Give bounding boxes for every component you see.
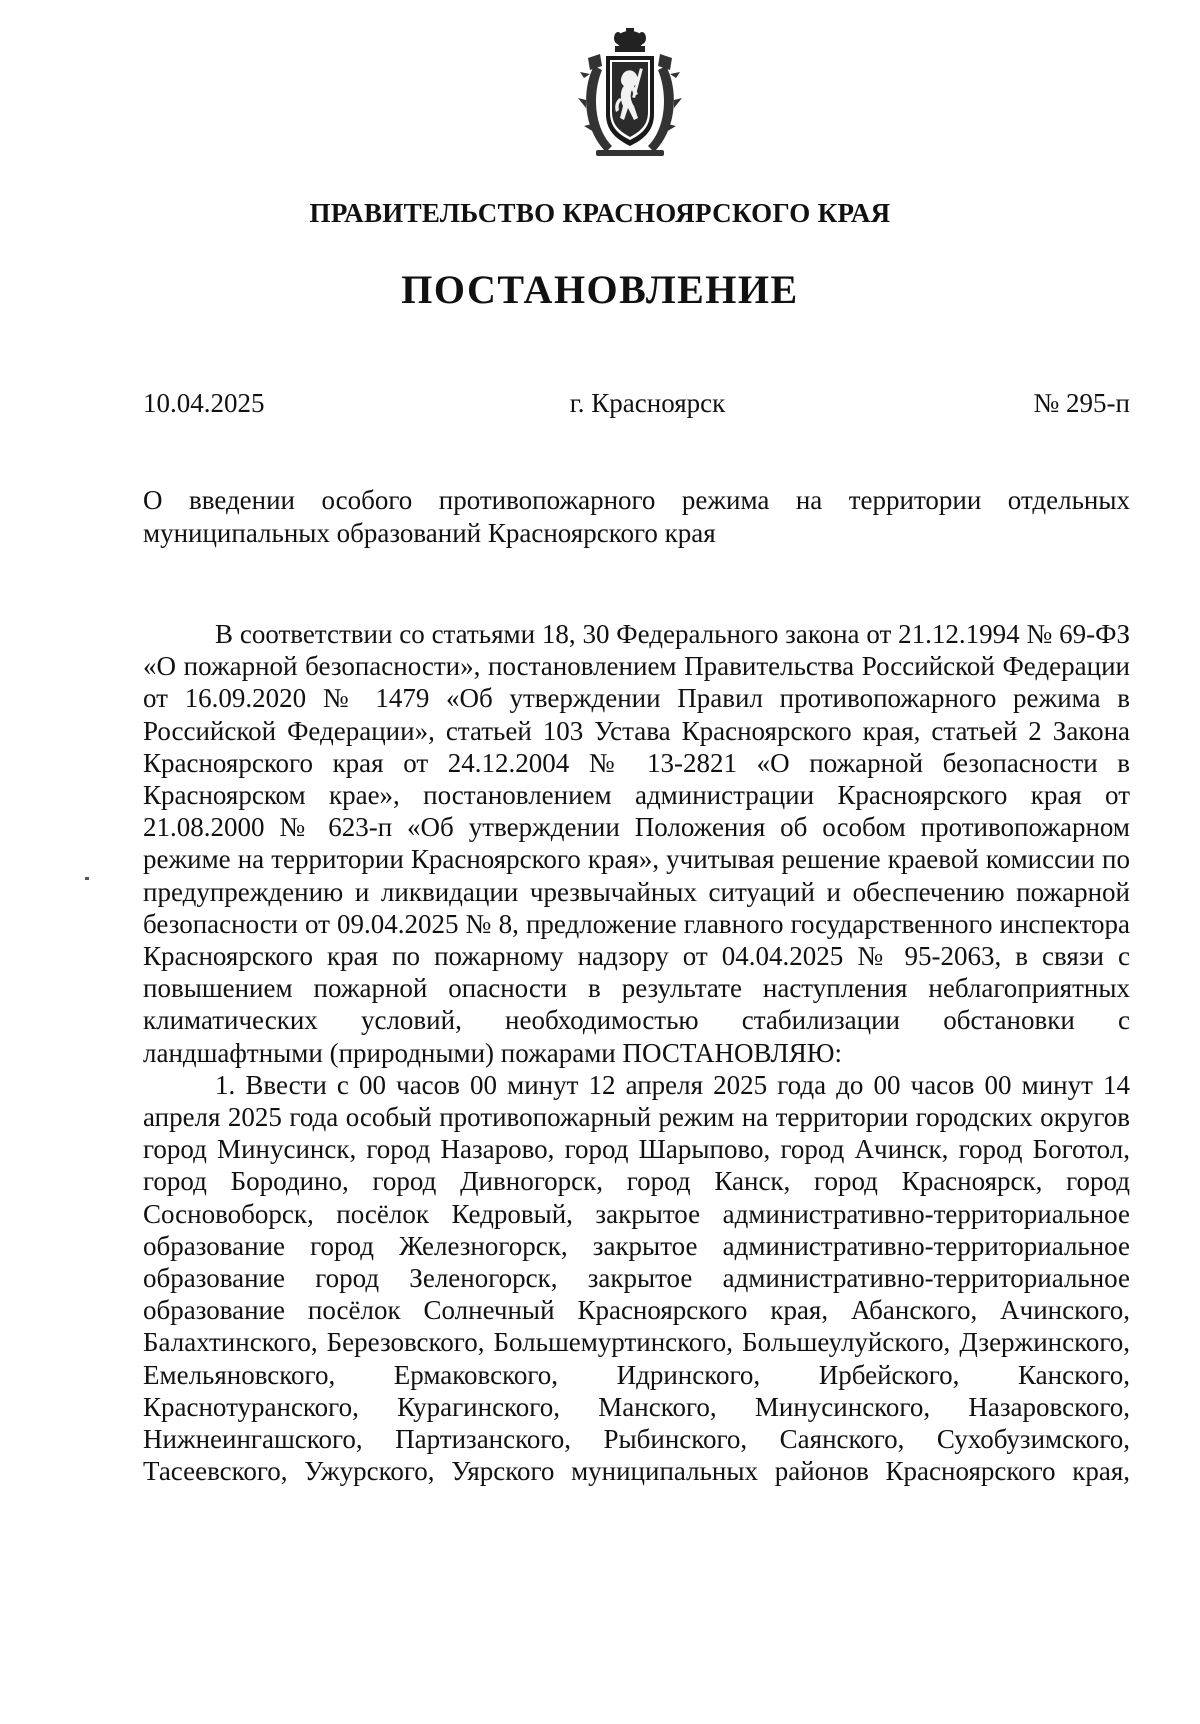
organization-title: ПРАВИТЕЛЬСТВО КРАСНОЯРСКОГО КРАЯ: [309, 198, 891, 228]
document-meta-row: [143, 388, 1130, 422]
document-date: 10.04.2025: [143, 388, 265, 418]
document-city: г. Красноярск: [569, 388, 726, 418]
scan-artifact: [85, 877, 89, 880]
preamble-paragraph: В соответствии со статьями 18, 30 Федерального закона от 21.12.1994 № 69-ФЗ «О пожарной безопасности», постановлением Правительства Российской Федерации от 16.09.2020 № 1479 «Об утверждении Правил противопожарного режима в Российской Федерации», статьей 103 Устава Красноярского края, статьей 2 Закона Красноярского края от 24.12.2004 № 13-2821 «О пожарной безопасности в Красноярском крае», постановлением администрации Красноярского края от 21.08.2000 № 623-п «Об утверждении Положения об особом противопожарном режиме на территории Красноярского края», учитывая решение краевой комиссии по предупреждению и ликвидации чрезвычайных ситуаций и обеспечению пожарной безопасности от 09.04.2025 № 8, предложение главного государственного инспектора Красноярского края по пожарному надзору от 04.04.2025 № 95-2063, в связи с повышением пожарной опасности в результате наступления неблагоприятных климатических условий, необходимостью стабилизации обстановки с ландшафтными (природными) пожарами ПОСТАНОВЛЯЮ:: [143, 619, 1130, 1068]
document-type-title: ПОСТАНОВЛЕНИЕ: [401, 267, 799, 312]
document-body: [143, 618, 1130, 1487]
document-number: № 295-п: [1033, 388, 1130, 418]
krasnoyarsk-coat-of-arms-icon: [576, 28, 684, 162]
clause-1-paragraph: 1. Ввести с 00 часов 00 минут 12 апреля 2025 года до 00 часов 00 минут 14 апреля 2025 года особый противопожарный режим на территории городских округов город Минусинск, город Назарово, город Шарыпово, город Ачинск, город Боготол, город Бородино, город Дивногорск, город Канск, город Красноярск, город Сосновоборск, посёлок Кедровый, закрытое административно-территориальное образование город Железногорск, закрытое административно-территориальное образование город Зеленогорск, закрытое административно-территориальное образование посёлок Солнечный Красноярского края, Абанского, Ачинского, Балахтинского, Березовского, Большемуртинского, Большеулуйского, Дзержинского, Емельяновского, Ермаковского, Идринского, Ирбейского, Канского, Краснотуранского, Курагинского, Манского, Минусинского, Назаровского, Нижнеингашского, Партизанского, Рыбинского, Саянского, Сухобузимского, Тасеевского, Ужурского, Уярского муниципальных районов Красноярского края,: [143, 1069, 1130, 1487]
document-subject: О введении особого противопожарного режима на территории отдельных муниципальных образований Красноярского края: [143, 485, 1130, 548]
